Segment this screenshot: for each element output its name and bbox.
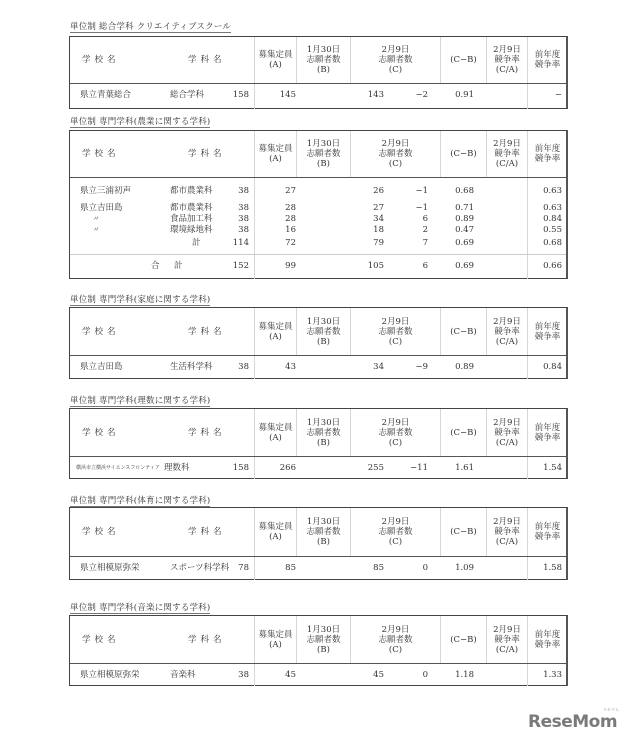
total-label: 計 xyxy=(174,261,183,271)
header-capacity: 募集定員 (A) xyxy=(254,131,296,177)
subtotal-row xyxy=(70,238,566,249)
section-title: 単位制 専門学科(家庭に関する学科) xyxy=(70,295,211,305)
prev-ratio-value: 0.63 xyxy=(543,186,562,196)
dept-name: 都市農業科 xyxy=(170,186,213,196)
jan30-value: 266 xyxy=(279,463,296,473)
feb9-value: 79 xyxy=(373,238,384,248)
header-capacity: 募集定員 (A) xyxy=(254,308,296,355)
section-title: 単位制 専門学科(理数に関する学科) xyxy=(70,396,211,406)
header-feb9: 2月9日 志願者数 (C) xyxy=(350,131,440,177)
ratio-value: 1.09 xyxy=(455,563,474,573)
table-row xyxy=(70,225,566,236)
results-table xyxy=(69,408,568,479)
header-school: 学校名 xyxy=(82,527,120,537)
header-prev: 前年度 競争率 xyxy=(527,37,567,83)
school-name: 県立三浦初声 xyxy=(80,186,132,196)
dept-name: 音楽科 xyxy=(170,670,196,680)
table-header xyxy=(70,409,566,457)
header-school: 学校名 xyxy=(82,326,120,337)
header-ratio: 2月9日 競争率 (C/A) xyxy=(486,308,527,355)
ratio-value: 0.89 xyxy=(455,362,474,372)
feb9-value: 34 xyxy=(373,214,384,224)
feb9-value: 105 xyxy=(367,261,384,271)
capacity-value: 38 xyxy=(238,214,249,224)
header-diff: (C−B) xyxy=(440,37,486,83)
diff-value: 2 xyxy=(422,225,428,235)
jan30-value: 45 xyxy=(285,670,296,680)
prev-ratio-value: 0.84 xyxy=(543,362,562,372)
section-title: 単位制 専門学科(体育に関する学科) xyxy=(70,496,211,506)
ratio-value: 0.69 xyxy=(455,261,474,271)
header-prev: 前年度 競争率 xyxy=(527,409,567,456)
header-school: 学校名 xyxy=(82,427,120,438)
header-capacity: 募集定員 (A) xyxy=(254,409,296,456)
header-jan30: 1月30日 志願者数 (B) xyxy=(296,131,350,177)
header-prev: 前年度 競争率 xyxy=(527,616,567,663)
jan30-value: 28 xyxy=(285,203,296,213)
jan30-value: 27 xyxy=(285,186,296,196)
school-name: 横浜市立横浜サイエンスフロンティア xyxy=(76,465,160,471)
header-diff: (C−B) xyxy=(440,131,486,177)
jan30-value: 85 xyxy=(285,563,296,573)
capacity-value: 158 xyxy=(232,463,249,473)
header-jan30: 1月30日 志願者数 (B) xyxy=(296,37,350,83)
dept-name: 総合学科 xyxy=(170,90,205,100)
results-table xyxy=(69,130,568,279)
table-row xyxy=(70,214,566,225)
header-diff: (C−B) xyxy=(440,508,486,556)
table-row xyxy=(70,186,566,197)
ratio-value: 0.47 xyxy=(455,225,474,235)
capacity-value: 38 xyxy=(238,203,249,213)
diff-value: 0 xyxy=(422,563,428,573)
header-school: 学校名 xyxy=(82,149,120,159)
prev-ratio-value: 1.33 xyxy=(543,670,562,680)
header-diff: (C−B) xyxy=(440,308,486,355)
feb9-value: 45 xyxy=(373,670,384,680)
school-name: 県立相模原弥栄 xyxy=(80,563,140,573)
ratio-value: 0.69 xyxy=(455,238,474,248)
header-school: 学校名 xyxy=(82,634,120,645)
feb9-value: 34 xyxy=(373,362,384,372)
diff-value: 6 xyxy=(422,214,428,224)
prev-ratio-value: − xyxy=(554,90,562,100)
capacity-value: 158 xyxy=(232,90,249,100)
school-name: 〃 xyxy=(92,215,99,223)
header-prev: 前年度 競争率 xyxy=(527,131,567,177)
total-row xyxy=(70,261,566,272)
header-feb9: 2月9日 志願者数 (C) xyxy=(350,616,440,663)
header-capacity: 募集定員 (A) xyxy=(254,37,296,83)
section-title: 単位制 総合学科 クリエイティブスクール xyxy=(70,22,232,32)
section-title: 単位制 専門学科(音楽に関する学科) xyxy=(70,603,211,613)
diff-value: 0 xyxy=(422,670,428,680)
header-jan30: 1月30日 志願者数 (B) xyxy=(296,308,350,355)
diff-value: 7 xyxy=(422,238,428,248)
prev-ratio-value: 1.58 xyxy=(543,563,562,573)
table-row xyxy=(70,563,566,574)
school-name: 県立青葉総合 xyxy=(80,90,132,100)
diff-value: −9 xyxy=(415,362,428,372)
header-ratio: 2月9日 競争率 (C/A) xyxy=(486,409,527,456)
dept-name: 環境緑地科 xyxy=(170,225,213,235)
feb9-value: 255 xyxy=(367,463,384,473)
jan30-value: 72 xyxy=(285,238,296,248)
header-jan30: 1月30日 志願者数 (B) xyxy=(296,616,350,663)
header-feb9: 2月9日 志願者数 (C) xyxy=(350,37,440,83)
ratio-value: 1.61 xyxy=(455,463,474,473)
prev-ratio-value: 0.66 xyxy=(543,261,562,271)
dept-name: 食品加工科 xyxy=(170,214,213,224)
school-name: 県立相模原弥栄 xyxy=(80,670,140,680)
school-name: 県立吉田島 xyxy=(80,362,123,372)
ratio-value: 0.89 xyxy=(455,214,474,224)
dept-name: スポーツ科学科 xyxy=(170,563,230,573)
dept-name: 理数科 xyxy=(164,463,190,473)
ratio-value: 0.91 xyxy=(455,90,474,100)
table-header xyxy=(70,508,566,557)
header-dept: 学科名 xyxy=(188,427,226,438)
table-header xyxy=(70,37,566,84)
prev-ratio-value: 0.63 xyxy=(543,203,562,213)
subtotal-label: 計 xyxy=(192,238,201,248)
prev-ratio-value: 0.84 xyxy=(543,214,562,224)
total-label: 合 xyxy=(151,261,160,271)
header-diff: (C−B) xyxy=(440,616,486,663)
header-school: 学校名 xyxy=(82,55,120,65)
capacity-value: 38 xyxy=(238,362,249,372)
header-feb9: 2月9日 志願者数 (C) xyxy=(350,508,440,556)
capacity-value: 152 xyxy=(232,261,249,271)
ratio-value: 1.18 xyxy=(455,670,474,680)
results-table xyxy=(69,615,568,686)
dept-name: 都市農業科 xyxy=(170,203,213,213)
header-ratio: 2月9日 競争率 (C/A) xyxy=(486,508,527,556)
prev-ratio-value: 0.55 xyxy=(543,225,562,235)
feb9-value: 26 xyxy=(373,186,384,196)
table-row xyxy=(70,670,566,681)
header-jan30: 1月30日 志願者数 (B) xyxy=(296,508,350,556)
table-header xyxy=(70,616,566,664)
jan30-value: 145 xyxy=(279,90,296,100)
diff-value: −1 xyxy=(415,186,428,196)
header-dept: 学科名 xyxy=(188,634,226,645)
header-feb9: 2月9日 志願者数 (C) xyxy=(350,308,440,355)
school-name: 県立吉田島 xyxy=(80,203,123,213)
section-title: 単位制 専門学科(農業に関する学科) xyxy=(70,117,211,127)
header-ratio: 2月9日 競争率 (C/A) xyxy=(486,616,527,663)
dept-name: 生活科学科 xyxy=(170,362,213,372)
table-header xyxy=(70,308,566,356)
header-feb9: 2月9日 志願者数 (C) xyxy=(350,409,440,456)
header-dept: 学科名 xyxy=(188,55,226,65)
results-table xyxy=(69,507,568,580)
header-diff: (C−B) xyxy=(440,409,486,456)
table-header xyxy=(70,131,566,178)
capacity-value: 114 xyxy=(232,238,249,248)
prev-ratio-value: 0.68 xyxy=(543,238,562,248)
jan30-value: 16 xyxy=(285,225,296,235)
feb9-value: 18 xyxy=(373,225,384,235)
header-dept: 学科名 xyxy=(188,326,226,337)
diff-value: −11 xyxy=(410,463,428,473)
header-prev: 前年度 競争率 xyxy=(527,308,567,355)
feb9-value: 143 xyxy=(367,90,384,100)
feb9-value: 85 xyxy=(373,563,384,573)
jan30-value: 28 xyxy=(285,214,296,224)
header-dept: 学科名 xyxy=(188,527,226,537)
feb9-value: 27 xyxy=(373,203,384,213)
table-row xyxy=(70,90,566,101)
diff-value: −1 xyxy=(415,203,428,213)
total-separator xyxy=(70,254,566,255)
table-row xyxy=(70,463,566,474)
header-ratio: 2月9日 競争率 (C/A) xyxy=(486,131,527,177)
jan30-value: 99 xyxy=(285,261,296,271)
header-capacity: 募集定員 (A) xyxy=(254,616,296,663)
header-dept: 学科名 xyxy=(188,149,226,159)
table-row xyxy=(70,362,566,373)
jan30-value: 43 xyxy=(285,362,296,372)
watermark-subtext: リセマム xyxy=(603,707,619,712)
header-capacity: 募集定員 (A) xyxy=(254,508,296,556)
prev-ratio-value: 1.54 xyxy=(543,463,562,473)
capacity-value: 78 xyxy=(238,563,249,573)
capacity-value: 38 xyxy=(238,670,249,680)
resemom-logo: ReseMom xyxy=(528,712,618,732)
capacity-value: 38 xyxy=(238,225,249,235)
header-jan30: 1月30日 志願者数 (B) xyxy=(296,409,350,456)
school-name: 〃 xyxy=(92,226,99,234)
ratio-value: 0.68 xyxy=(455,186,474,196)
diff-value: 6 xyxy=(422,261,428,271)
header-ratio: 2月9日 競争率 (C/A) xyxy=(486,37,527,83)
table-row xyxy=(70,203,566,214)
diff-value: −2 xyxy=(415,90,428,100)
results-table xyxy=(69,307,568,379)
ratio-value: 0.71 xyxy=(455,203,474,213)
capacity-value: 38 xyxy=(238,186,249,196)
header-prev: 前年度 競争率 xyxy=(527,508,567,556)
results-table xyxy=(69,36,568,109)
